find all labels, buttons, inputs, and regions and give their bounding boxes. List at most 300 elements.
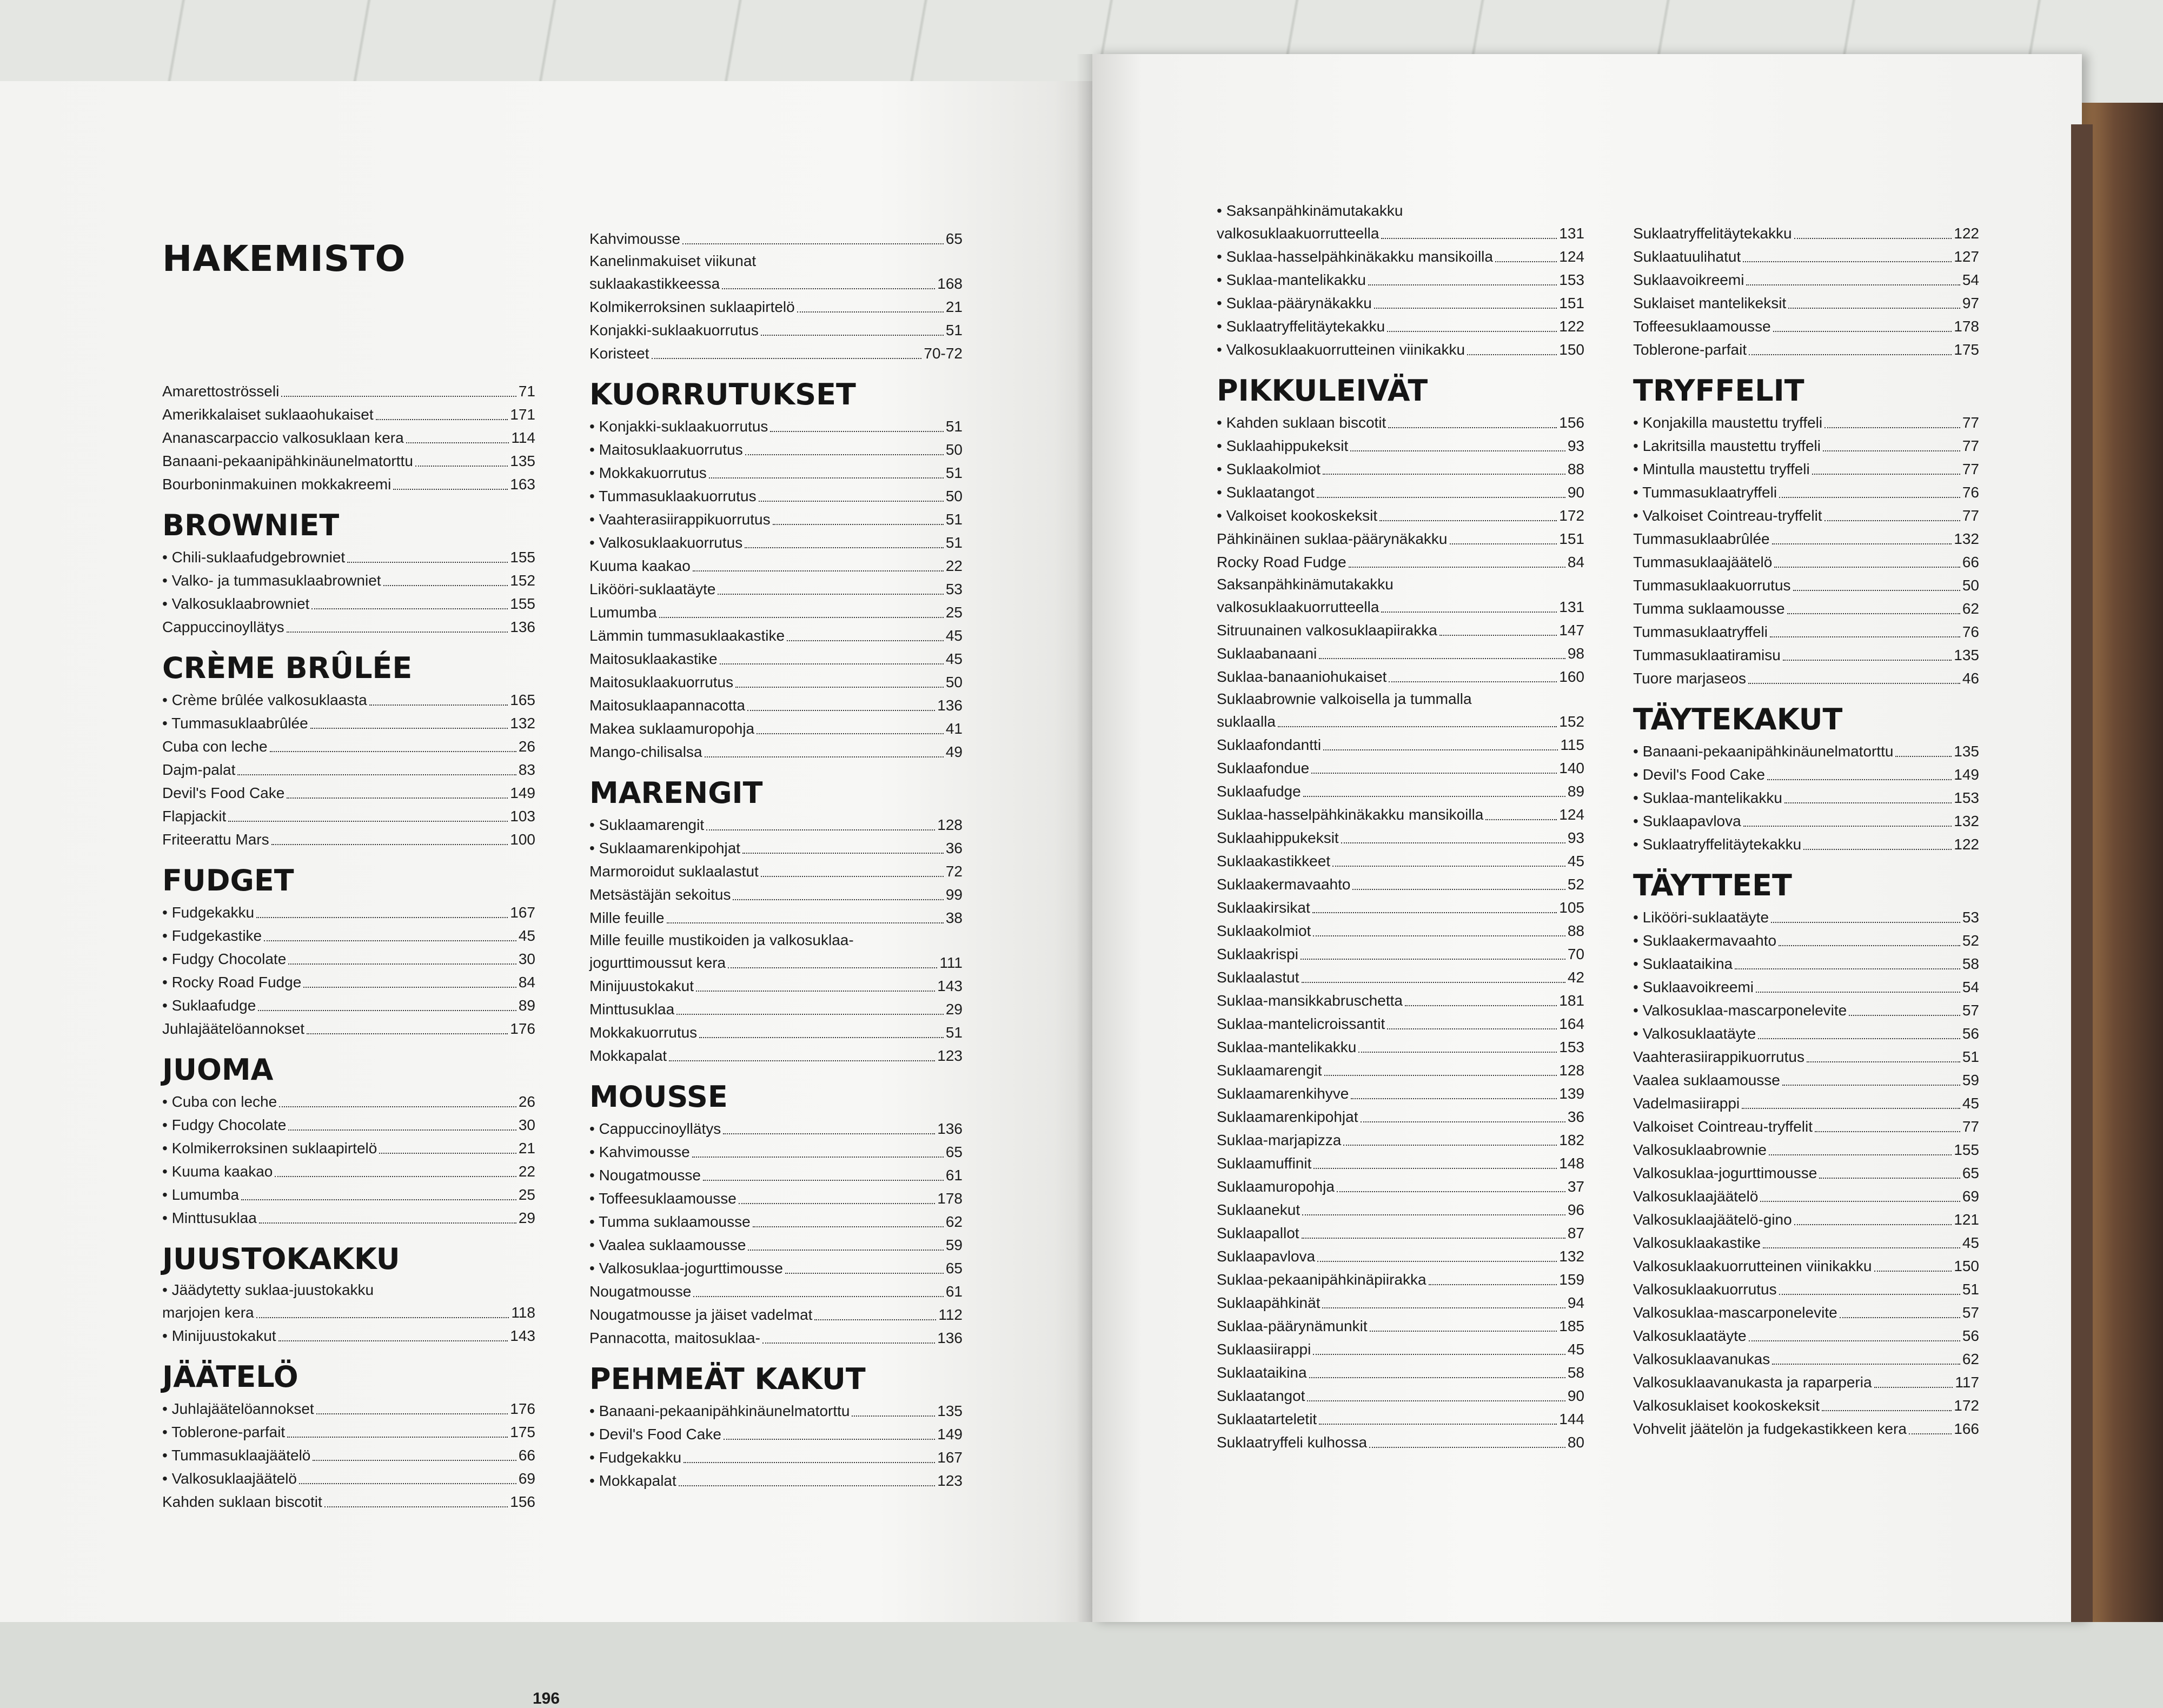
- entry-page-number: 131: [1559, 599, 1584, 615]
- leader-dots: [1787, 613, 1960, 614]
- leader-dots: [1760, 1201, 1960, 1202]
- entry-page-number: 84: [518, 974, 535, 991]
- entry-text: Mokkakuorrutus: [589, 1024, 698, 1041]
- entry-page-number: 98: [1567, 645, 1584, 662]
- leader-dots: [393, 489, 508, 490]
- entry-text: • Suklaahippukeksit: [1217, 437, 1349, 454]
- entry-text: • Mokkakuorrutus: [589, 464, 707, 481]
- entry-text: jogurttimoussut kera: [589, 954, 726, 971]
- entry-text: • Jäädytetty suklaa-juustokakku: [162, 1281, 374, 1298]
- entry-page-number: 121: [1954, 1211, 1979, 1228]
- index-entry: [162, 426, 535, 449]
- index-entry: [1633, 620, 1979, 643]
- entry-page-number: 72: [945, 863, 963, 880]
- entry-text: Nougatmousse ja jäiset vadelmat: [589, 1306, 813, 1323]
- index-entry: [1217, 1338, 1584, 1361]
- entry-text: Suklaahippukeksit: [1217, 829, 1339, 846]
- leader-dots: [669, 1060, 935, 1061]
- index-entry: [1633, 1115, 1979, 1138]
- leader-dots: [1317, 1261, 1557, 1262]
- entry-page-number: 97: [1962, 295, 1979, 311]
- index-entry: [162, 569, 535, 592]
- entry-page-number: 77: [1962, 437, 1979, 454]
- index-section: [1217, 374, 1584, 1454]
- leader-dots: [311, 608, 508, 609]
- leader-dots: [1784, 802, 1952, 803]
- index-section: [589, 378, 963, 763]
- leader-dots: [759, 501, 944, 502]
- leader-dots: [852, 1415, 935, 1417]
- entry-page-number: 30: [518, 951, 535, 967]
- entry-page-number: 22: [945, 557, 963, 574]
- entry-text: • Suklaa-mantelikakku: [1217, 271, 1366, 288]
- index-entry: [589, 1233, 963, 1257]
- entry-page-number: 171: [510, 406, 535, 423]
- index-entry: [589, 461, 963, 484]
- index-entry: [589, 342, 963, 365]
- leader-dots: [281, 396, 516, 397]
- index-entry: [589, 318, 963, 342]
- entry-text: Valkosuklaiset kookoskeksit: [1633, 1397, 1820, 1414]
- entry-page-number: 51: [945, 1024, 963, 1041]
- entry-page-number: 165: [510, 692, 535, 708]
- entry-page-number: 51: [945, 464, 963, 481]
- entry-text: Cuba con leche: [162, 738, 268, 755]
- leader-dots: [1807, 1061, 1960, 1062]
- leader-dots: [228, 821, 508, 822]
- entry-text: Suklaakolmiot: [1217, 922, 1311, 939]
- entry-page-number: 45: [1962, 1095, 1979, 1112]
- entry-page-number: 149: [1954, 766, 1979, 783]
- entry-page-number: 132: [1559, 1248, 1584, 1265]
- entry-page-number: 122: [1954, 225, 1979, 242]
- leader-dots: [679, 1485, 935, 1486]
- entry-page-number: 131: [1559, 225, 1584, 242]
- entry-page-number: 56: [1962, 1025, 1979, 1042]
- entry-page-number: 111: [939, 954, 963, 971]
- entry-page-number: 163: [510, 476, 535, 493]
- leader-dots: [747, 710, 935, 711]
- index-entry: [162, 901, 535, 924]
- entry-page-number: 57: [1962, 1304, 1979, 1321]
- entry-text: Suklaamuropohja: [1217, 1178, 1335, 1195]
- entry-page-number: 114: [511, 429, 535, 446]
- entry-text: Suklaa-mansikkabruschetta: [1217, 992, 1403, 1009]
- leader-dots: [1343, 1145, 1557, 1146]
- entry-text: marjojen kera: [162, 1304, 254, 1321]
- entry-text: Metsästäjän sekoitus: [589, 886, 731, 903]
- entry-text: • Suklaatryffelitäytekakku: [1633, 836, 1802, 853]
- leader-dots: [684, 1462, 935, 1463]
- entry-text: Maitosuklaapannacotta: [589, 697, 745, 714]
- leader-dots: [1381, 612, 1557, 613]
- leader-dots: [1369, 1447, 1565, 1448]
- leader-dots: [1748, 683, 1960, 684]
- index-entry: [1217, 1361, 1584, 1384]
- index-entry: [589, 717, 963, 740]
- leader-dots: [1368, 284, 1557, 285]
- index-entry: [589, 438, 963, 461]
- entry-page-number: 61: [945, 1283, 963, 1300]
- section-heading: JÄÄTELÖ: [162, 1360, 298, 1394]
- leader-dots: [347, 562, 508, 563]
- entry-page-number: 135: [510, 453, 535, 469]
- leader-dots: [1337, 1191, 1565, 1192]
- entry-page-number: 147: [1559, 622, 1584, 639]
- leader-dots: [1823, 450, 1960, 451]
- section-heading: PIKKULEIVÄT: [1217, 374, 1428, 408]
- index-entry: [1217, 896, 1584, 919]
- index-column-2: [589, 227, 963, 1505]
- entry-text: Kahvimousse: [589, 230, 681, 247]
- entry-page-number: 83: [518, 761, 535, 778]
- index-entry: [1633, 643, 1979, 667]
- leader-dots: [1772, 543, 1952, 544]
- leader-dots: [797, 311, 944, 313]
- leader-dots: [739, 1203, 935, 1204]
- entry-page-number: 185: [1559, 1318, 1584, 1334]
- index-entry: [1633, 291, 1979, 315]
- entry-text: • Suklaamarengit: [589, 816, 705, 833]
- entry-page-number: 143: [510, 1327, 535, 1344]
- entry-page-number: 53: [945, 581, 963, 597]
- index-entry: [589, 1469, 963, 1492]
- index-entry: [162, 758, 535, 781]
- index-entry: [162, 1324, 535, 1347]
- leader-dots: [256, 1317, 509, 1318]
- entry-page-number: 65: [1962, 1165, 1979, 1181]
- index-entry: [1217, 200, 1584, 222]
- entry-page-number: 136: [510, 619, 535, 635]
- entry-text: • Vaalea suklaamousse: [589, 1237, 746, 1253]
- index-entry: [589, 1399, 963, 1423]
- entry-page-number: 155: [1954, 1141, 1979, 1158]
- entry-page-number: 50: [945, 488, 963, 504]
- index-entry: [589, 272, 963, 295]
- entry-text: • Rocky Road Fudge: [162, 974, 302, 991]
- entry-page-number: 175: [1954, 341, 1979, 358]
- entry-page-number: 135: [1954, 743, 1979, 760]
- entry-page-number: 77: [1962, 1118, 1979, 1135]
- index-column-3: [1217, 200, 1584, 1467]
- entry-text: • Valkosuklaa-mascarponelevite: [1633, 1002, 1847, 1019]
- entry-text: Pähkinäinen suklaa-päärynäkakku: [1217, 530, 1448, 547]
- leader-dots: [1358, 1052, 1557, 1053]
- entry-text: • Tummasuklaajäätelö: [162, 1447, 311, 1464]
- entry-text: Suklaa-mantelikakku: [1217, 1039, 1357, 1055]
- index-entry: [162, 1183, 535, 1206]
- entry-text: • Banaani-pekaanipähkinäunelmatorttu: [1633, 743, 1894, 760]
- page-number: 196: [533, 1690, 560, 1707]
- entry-page-number: 124: [1559, 806, 1584, 823]
- entry-page-number: 135: [1954, 647, 1979, 663]
- index-entry: [589, 250, 963, 272]
- entry-text: Dajm-palat: [162, 761, 236, 778]
- index-entry: [589, 951, 963, 974]
- index-entry: [1633, 245, 1979, 268]
- page-edge: [2071, 124, 2093, 1622]
- leader-dots: [288, 1129, 516, 1131]
- entry-page-number: 151: [1559, 530, 1584, 547]
- index-entry: [1217, 1407, 1584, 1431]
- index-entry: [1217, 411, 1584, 434]
- leader-dots: [1278, 726, 1557, 727]
- entry-page-number: 103: [510, 808, 535, 825]
- entry-text: Suklaapavlova: [1217, 1248, 1316, 1265]
- leader-dots: [1788, 308, 1960, 309]
- entry-page-number: 61: [945, 1167, 963, 1184]
- entry-text: suklaakastikkeessa: [589, 275, 720, 292]
- index-entry: [1217, 642, 1584, 665]
- index-entry: [1217, 1221, 1584, 1245]
- entry-text: Devil's Food Cake: [162, 785, 285, 801]
- leader-dots: [1311, 773, 1557, 774]
- entry-text: Tuore marjaseos: [1633, 670, 1747, 687]
- entry-page-number: 156: [1559, 414, 1584, 431]
- leader-dots: [1812, 474, 1960, 475]
- leader-dots: [310, 728, 508, 729]
- entry-page-number: 93: [1567, 437, 1584, 454]
- entry-page-number: 65: [945, 1260, 963, 1277]
- index-entry: [1217, 1291, 1584, 1314]
- entry-page-number: 58: [1567, 1364, 1584, 1381]
- entry-page-number: 65: [945, 1144, 963, 1160]
- leader-dots: [1495, 261, 1557, 262]
- entry-text: • Toblerone-parfait: [162, 1424, 286, 1440]
- entry-text: • Suklaavoikreemi: [1633, 979, 1754, 995]
- index-entry: [1217, 756, 1584, 780]
- index-entry: [1633, 952, 1979, 975]
- index-entry: [162, 971, 535, 994]
- entry-page-number: 45: [945, 650, 963, 667]
- entry-text: Suklaapähkinät: [1217, 1294, 1321, 1311]
- index-entry: [589, 836, 963, 860]
- leader-dots: [287, 632, 508, 633]
- entry-text: Saksanpähkinämutakakku: [1217, 576, 1394, 593]
- entry-text: Maitosuklaakuorrutus: [589, 674, 734, 690]
- section-heading: KUORRUTUKSET: [589, 377, 856, 411]
- entry-page-number: 152: [1559, 713, 1584, 730]
- index-entry-group: [1633, 222, 1979, 361]
- entry-page-number: 36: [945, 840, 963, 856]
- leader-dots: [1301, 959, 1565, 960]
- leader-dots: [787, 640, 944, 641]
- index-entry: [589, 508, 963, 531]
- entry-page-number: 26: [518, 738, 535, 755]
- index-entry: [162, 947, 535, 971]
- index-entry: [589, 484, 963, 508]
- index-entry: [589, 1021, 963, 1044]
- entry-page-number: 69: [518, 1470, 535, 1487]
- leader-dots: [693, 570, 944, 571]
- entry-text: Suklaa-banaaniohukaiset: [1217, 668, 1387, 685]
- entry-page-number: 51: [945, 418, 963, 435]
- index-entry: [589, 906, 963, 929]
- index-entry: [1633, 411, 1979, 434]
- leader-dots: [659, 617, 944, 618]
- leader-dots: [241, 1199, 516, 1200]
- entry-text: • Toffeesuklaamousse: [589, 1190, 737, 1207]
- index-entry: [162, 1444, 535, 1467]
- index-entry: [589, 1423, 963, 1446]
- entry-page-number: 148: [1559, 1155, 1584, 1172]
- entry-text: • Valkosuklaatäyte: [1633, 1025, 1756, 1042]
- entry-page-number: 167: [510, 904, 535, 921]
- entry-page-number: 54: [1962, 979, 1979, 995]
- entry-page-number: 45: [518, 927, 535, 944]
- entry-page-number: 57: [1962, 1002, 1979, 1019]
- entry-page-number: 41: [945, 720, 963, 737]
- entry-text: Valkosuklaakuorrutus: [1633, 1281, 1777, 1298]
- leader-dots: [1323, 749, 1558, 750]
- entry-text: • Fudgekakku: [162, 904, 255, 921]
- leader-dots: [1350, 450, 1565, 451]
- entry-text: • Juhlajäätelöannokset: [162, 1400, 314, 1417]
- entry-text: Suklaa-mantelicroissantit: [1217, 1015, 1385, 1032]
- entry-page-number: 132: [1954, 813, 1979, 829]
- leader-dots: [1379, 520, 1557, 521]
- entry-page-number: 89: [518, 997, 535, 1014]
- entry-page-number: 66: [518, 1447, 535, 1464]
- index-entry: [1217, 245, 1584, 268]
- entry-text: • Suklaataikina: [1633, 955, 1733, 972]
- leader-dots: [1374, 308, 1557, 309]
- leader-dots: [761, 876, 944, 877]
- entry-text: • Maitosuklaakuorrutus: [589, 441, 743, 458]
- entry-text: Suklaa-pekaanipähkinäpiirakka: [1217, 1271, 1426, 1288]
- leader-dots: [814, 1319, 936, 1320]
- leader-dots: [1874, 1387, 1953, 1388]
- leader-dots: [742, 853, 944, 854]
- leader-dots: [1763, 1247, 1960, 1248]
- leader-dots: [724, 1439, 935, 1440]
- index-entry: [589, 227, 963, 250]
- entry-text: • Crème brûlée valkosuklaasta: [162, 692, 367, 708]
- leader-dots: [1349, 567, 1565, 568]
- leader-dots: [1742, 1108, 1960, 1109]
- leader-dots: [316, 1413, 508, 1414]
- section-heading: TÄYTEKAKUT: [1633, 702, 1843, 736]
- leader-dots: [703, 1180, 944, 1181]
- leader-dots: [773, 524, 944, 525]
- entry-page-number: 58: [1962, 955, 1979, 972]
- entry-page-number: 172: [1559, 507, 1584, 524]
- index-entry: [589, 1140, 963, 1164]
- entry-page-number: 176: [510, 1400, 535, 1417]
- entry-text: Suklaamarenkihyve: [1217, 1085, 1349, 1102]
- entry-page-number: 62: [1962, 1351, 1979, 1367]
- leader-dots: [1322, 1307, 1565, 1308]
- entry-text: Valkosuklaavanukasta ja raparperia: [1633, 1374, 1872, 1391]
- entry-text: Suklaatuulihatut: [1633, 248, 1741, 265]
- leader-dots: [376, 419, 508, 420]
- entry-page-number: 153: [1559, 271, 1584, 288]
- index-entry: [1217, 1152, 1584, 1175]
- leader-dots: [1769, 1154, 1952, 1155]
- entry-page-number: 51: [945, 511, 963, 528]
- index-entry: [589, 1303, 963, 1326]
- entry-text: Suklaataikina: [1217, 1364, 1307, 1381]
- entry-text: • Cappuccinoyllätys: [589, 1120, 721, 1137]
- entry-page-number: 45: [1567, 1341, 1584, 1358]
- entry-text: • Vaahterasiirappikuorrutus: [589, 511, 771, 528]
- entry-page-number: 70: [1567, 946, 1584, 962]
- entry-page-number: 66: [1962, 554, 1979, 570]
- index-entry: [162, 1420, 535, 1444]
- entry-page-number: 25: [945, 604, 963, 621]
- section-heading: MOUSSE: [589, 1080, 728, 1114]
- index-entry: [1633, 906, 1979, 929]
- index-entry: [162, 1301, 535, 1324]
- leader-dots: [682, 243, 944, 244]
- index-entry: [162, 805, 535, 828]
- entry-text: • Suklaakolmiot: [1217, 461, 1321, 477]
- index-entry: [1217, 780, 1584, 803]
- leader-dots: [259, 1222, 516, 1224]
- index-entry: [1633, 457, 1979, 481]
- leader-dots: [1302, 1214, 1565, 1215]
- index-entry: [1217, 1059, 1584, 1082]
- entry-page-number: 99: [945, 886, 963, 903]
- index-entry: [1633, 1347, 1979, 1371]
- entry-text: Valkosuklaakastike: [1633, 1234, 1761, 1251]
- entry-text: Vaalea suklaamousse: [1633, 1072, 1780, 1088]
- entry-text: Tummasuklaabrûlée: [1633, 530, 1770, 547]
- entry-text: • Valkosuklaajäätelö: [162, 1470, 297, 1487]
- entry-page-number: 160: [1559, 668, 1584, 685]
- index-entry: [162, 1017, 535, 1040]
- leader-dots: [1303, 796, 1565, 797]
- entry-page-number: 168: [937, 275, 963, 292]
- index-entry: [1217, 1128, 1584, 1152]
- entry-page-number: 51: [945, 322, 963, 338]
- index-entry: [1633, 1045, 1979, 1068]
- leader-dots: [1794, 1224, 1952, 1225]
- section-heading: TÄYTTEET: [1633, 868, 1792, 902]
- entry-page-number: 50: [1962, 577, 1979, 594]
- entry-text: Nougatmousse: [589, 1283, 692, 1300]
- index-entry: [589, 531, 963, 554]
- leader-dots: [406, 442, 509, 443]
- index-entry: [162, 781, 535, 805]
- index-entry: [1633, 1254, 1979, 1278]
- leader-dots: [745, 547, 944, 548]
- entry-page-number: 151: [1559, 295, 1584, 311]
- entry-page-number: 105: [1559, 899, 1584, 916]
- index-entry: [1217, 481, 1584, 504]
- index-entry: [589, 670, 963, 694]
- entry-text: • Tumma suklaamousse: [589, 1213, 751, 1230]
- entry-page-number: 51: [945, 534, 963, 551]
- entry-page-number: 132: [1954, 530, 1979, 547]
- leader-dots: [1793, 590, 1960, 591]
- entry-text: • Kahvimousse: [589, 1144, 690, 1160]
- entry-page-number: 132: [510, 715, 535, 732]
- entry-text: • Konjakilla maustettu tryffeli: [1633, 414, 1823, 431]
- entry-text: • Suklaatangot: [1217, 484, 1315, 501]
- index-entry: [1633, 597, 1979, 620]
- index-section: [162, 652, 535, 851]
- index-entry: [162, 828, 535, 851]
- entry-page-number: 36: [1567, 1108, 1584, 1125]
- entry-text: Kuuma kaakao: [589, 557, 691, 574]
- entry-page-number: 167: [937, 1449, 963, 1466]
- entry-text: • Tummasuklaakuorrutus: [589, 488, 757, 504]
- leader-dots: [1840, 1317, 1960, 1318]
- leader-dots: [1332, 866, 1565, 867]
- entry-text: Vaahterasiirappikuorrutus: [1633, 1048, 1804, 1065]
- entry-text: valkosuklaakuorrutteella: [1217, 225, 1379, 242]
